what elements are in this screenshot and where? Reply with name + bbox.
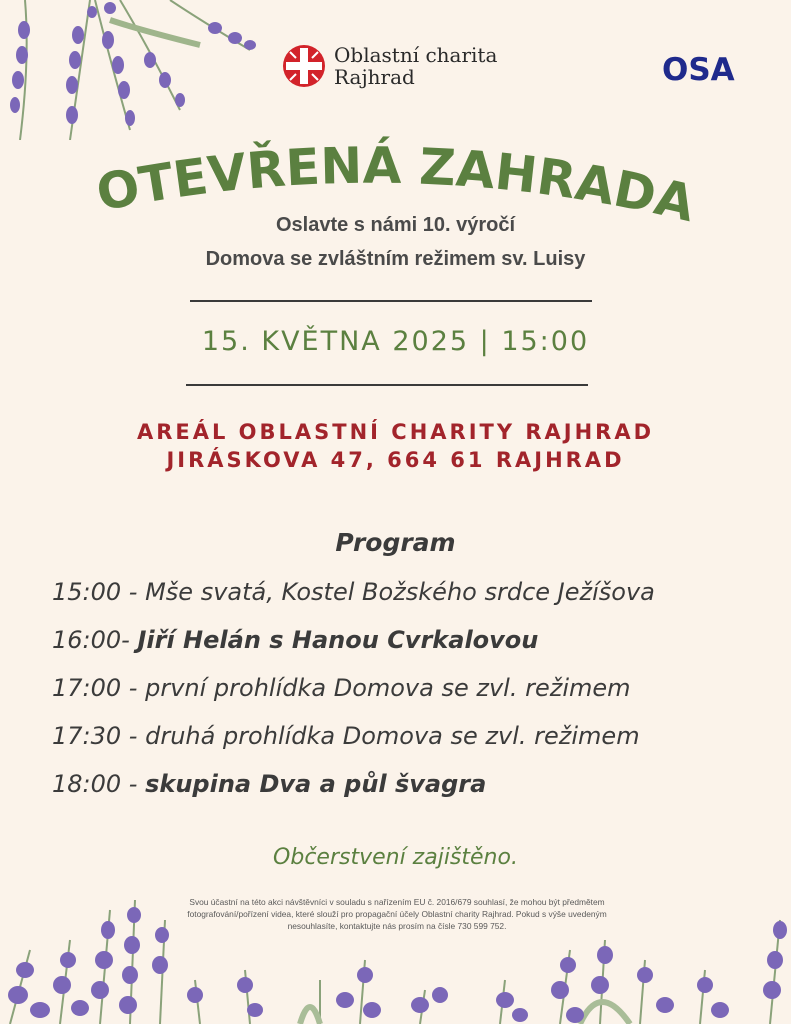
subtitle-line2: Domova se zvláštním režimem sv. Luisy	[205, 248, 586, 270]
program-item-time: 18:00 -	[52, 770, 146, 798]
lavender-top-decoration	[0, 0, 270, 140]
venue-line1: AREÁL OBLASTNÍ CHARITY RAJHRAD	[136, 420, 655, 444]
charita-logo	[282, 44, 497, 88]
program-item-time: 16:00-	[52, 626, 138, 654]
event-date-time: 15. KVĚTNA 2025 | 15:00	[201, 326, 590, 357]
charita-cross-icon	[282, 44, 326, 88]
program-item-text: Jiří Helán s Hanou Cvrkalovou	[137, 626, 539, 654]
program-item	[52, 712, 655, 760]
program-item-text: skupina Dva a půl švagra	[145, 770, 487, 798]
program-item-time: 15:00 -	[52, 578, 146, 606]
subtitle-line1: Oslavte s námi 10. výročí	[275, 214, 516, 236]
program-item	[52, 760, 655, 808]
program-heading: Program	[335, 528, 456, 557]
program-item-text: druhá prohlídka Domova se zvl. režimem	[145, 722, 640, 750]
program-item	[52, 568, 655, 616]
program-item-text: Mše svatá, Kostel Božského srdce Ježíšova	[145, 578, 655, 606]
divider-top	[190, 300, 592, 302]
program-item	[52, 664, 655, 712]
program-item-time: 17:30 -	[52, 722, 146, 750]
charita-logo-line2: Rajhrad	[334, 65, 415, 89]
refreshments-note: Občerstvení zajištěno.	[273, 845, 518, 870]
program-item-text: první prohlídka Domova se zvl. režimem	[145, 674, 631, 702]
program-list	[52, 568, 655, 808]
gdpr-disclaimer: Svou účastní na této akci návštěvníci v souladu s nařízením EU č. 2016/679 souhlasí, že mohou být předmětem fotografování/pořízení videa, které slouží pro propagační účely Oblastní charity Rajhrad. Pokud s výše uvedeným nesouhlasíte, kontaktujte nás prosím na čísle 730 599 752.	[187, 897, 607, 931]
program-item	[52, 616, 655, 664]
venue-line2: JIRÁSKOVA 47, 664 61 RAJHRAD	[166, 448, 625, 472]
lavender-bottom-decoration	[0, 890, 791, 1024]
program-item-time: 17:00 -	[52, 674, 146, 702]
divider-bottom	[186, 384, 588, 386]
charita-logo-line1: Oblastní charita	[334, 43, 498, 67]
osa-logo: OSA	[662, 52, 735, 88]
event-title-text: OTEVŘENÁ ZAHRADA	[91, 136, 701, 234]
